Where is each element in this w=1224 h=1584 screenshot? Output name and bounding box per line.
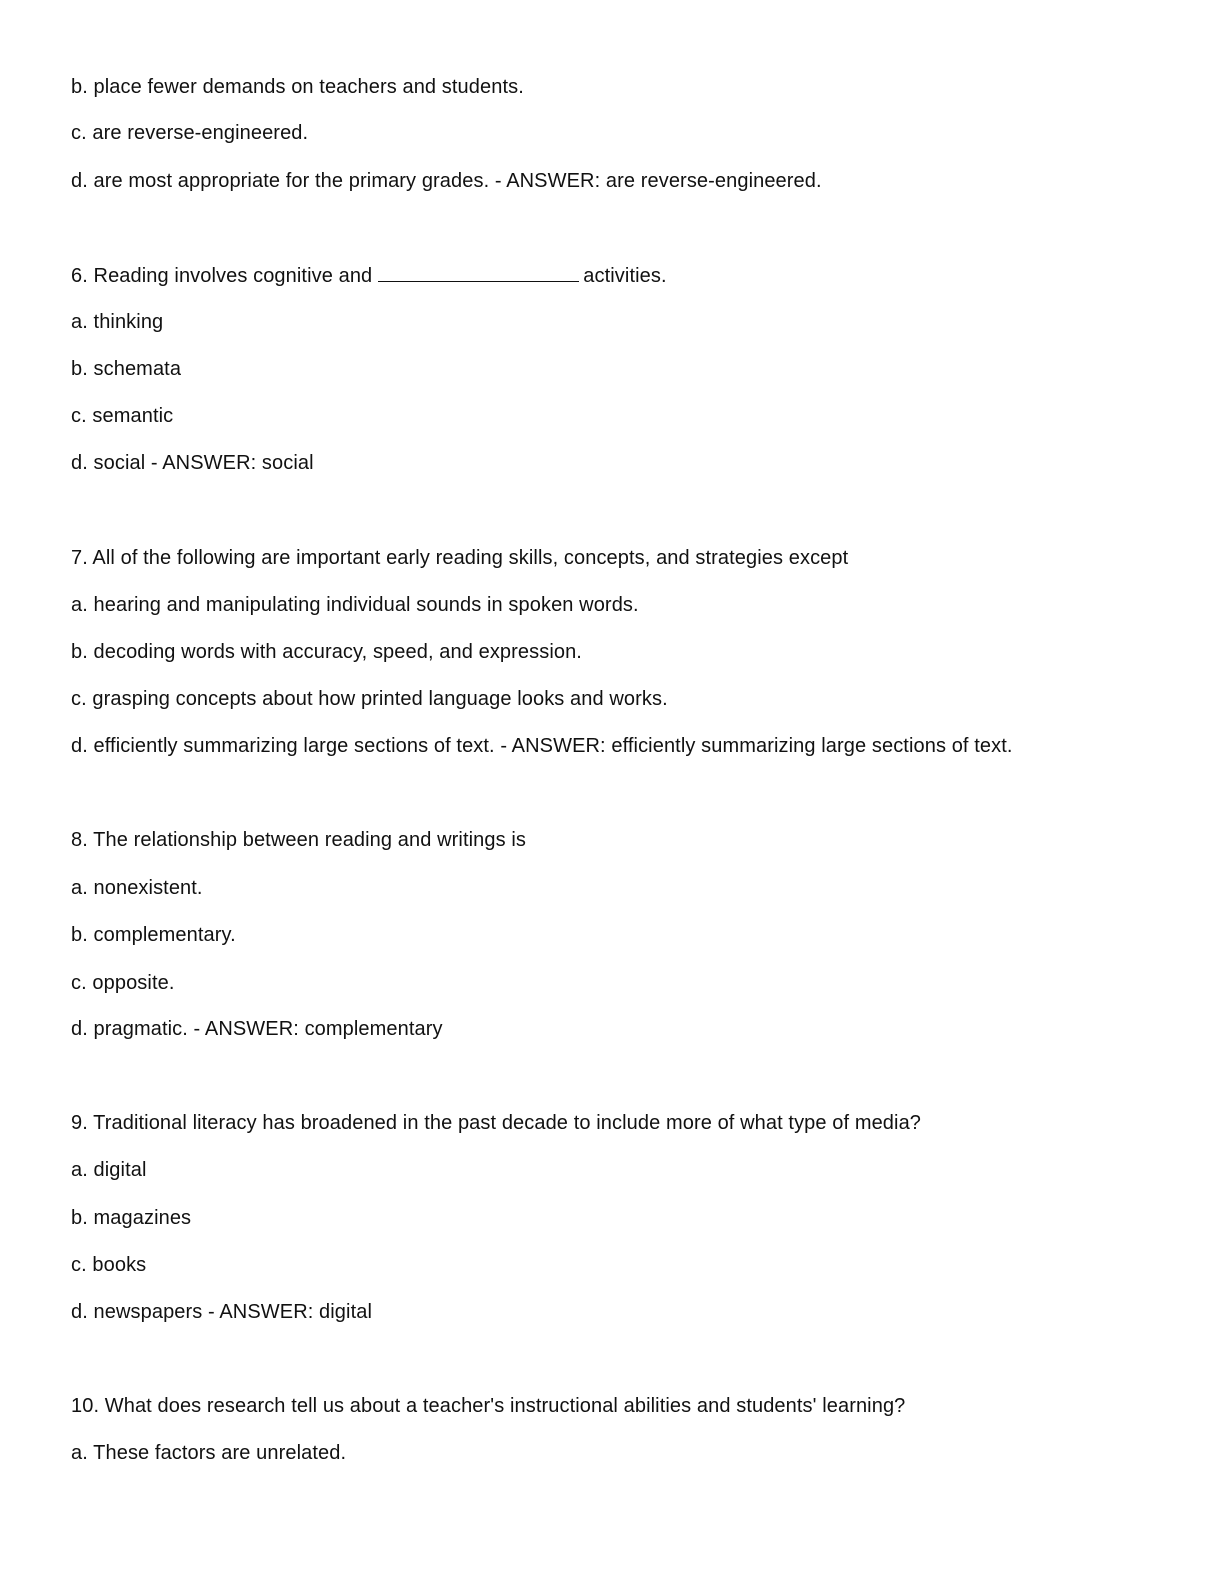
option-7b: b. decoding words with accuracy, speed, and expression. <box>71 641 582 663</box>
option-8b: b. complementary. <box>71 924 236 946</box>
option-8a: a. nonexistent. <box>71 877 203 899</box>
option-9b: b. magazines <box>71 1207 192 1229</box>
question-9: 9. Traditional literacy has broadened in the past decade to include more of what type of media? <box>71 1112 922 1134</box>
option-5c: c. are reverse-engineered. <box>71 122 309 144</box>
option-8d-answer: d. pragmatic. - ANSWER: complementary <box>71 1018 443 1040</box>
option-10a: a. These factors are unrelated. <box>71 1442 347 1464</box>
question-7: 7. All of the following are important early reading skills, concepts, and strategies except <box>71 547 849 569</box>
option-5d-answer: d. are most appropriate for the primary grades. - ANSWER: are reverse-engineered. <box>71 170 822 192</box>
option-9c: c. books <box>71 1254 147 1276</box>
option-7d-answer: d. efficiently summarizing large sections of text. - ANSWER: efficiently summarizing large sections of text. <box>71 735 1013 757</box>
question-8: 8. The relationship between reading and writings is <box>71 829 527 851</box>
option-9d-answer: d. newspapers - ANSWER: digital <box>71 1301 373 1323</box>
fill-in-blank <box>378 263 579 282</box>
option-7c: c. grasping concepts about how printed language looks and works. <box>71 688 668 710</box>
question-6 <box>71 263 667 288</box>
question-10: 10. What does research tell us about a teacher's instructional abilities and students' learning? <box>71 1395 906 1417</box>
option-6c: c. semantic <box>71 405 174 427</box>
option-7a: a. hearing and manipulating individual sounds in spoken words. <box>71 594 639 616</box>
option-9a: a. digital <box>71 1159 147 1181</box>
option-8c: c. opposite. <box>71 972 175 994</box>
option-6a: a. thinking <box>71 311 164 333</box>
option-5b: b. place fewer demands on teachers and students. <box>71 76 524 98</box>
question-6-text-after: activities. <box>583 265 667 287</box>
question-6-text-before: 6. Reading involves cognitive and <box>71 265 373 287</box>
option-6b: b. schemata <box>71 358 182 380</box>
option-6d-answer: d. social - ANSWER: social <box>71 452 314 474</box>
